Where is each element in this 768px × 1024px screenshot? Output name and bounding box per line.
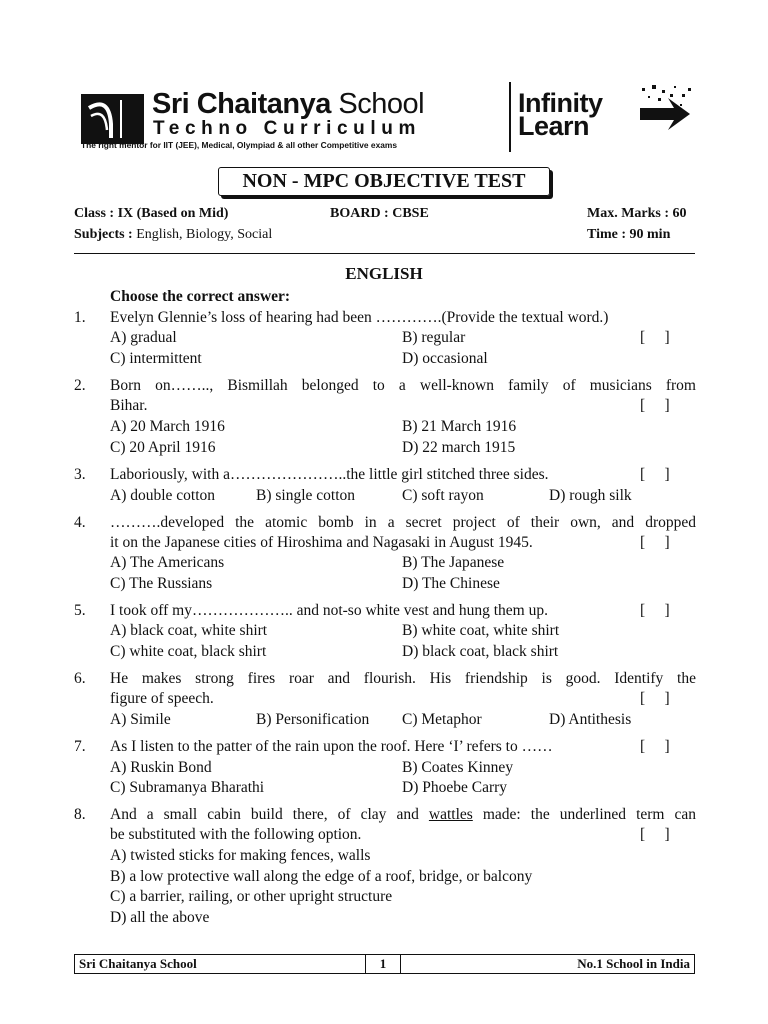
answer-bracket: [ ] <box>640 690 670 707</box>
instruction: Choose the correct answer: <box>110 288 291 305</box>
underlined-term: wattles <box>428 806 473 823</box>
option-d: D) Phoebe Carry <box>402 779 508 796</box>
option-d: D) 22 march 1915 <box>402 439 516 456</box>
answer-bracket: [ ] <box>640 397 670 414</box>
question-number: 1. <box>74 309 86 326</box>
footer-slogan: No.1 School in India <box>577 956 690 971</box>
answer-bracket: [ ] <box>640 466 670 483</box>
footer-school: Sri Chaitanya School <box>79 956 197 971</box>
option-c: C) a barrier, railing, or other upright structure <box>110 888 393 905</box>
question-stem: Born on…….., Bismillah belonged to a well-known family of musicians from <box>110 377 696 394</box>
option-b: B) Coates Kinney <box>402 759 514 776</box>
option-a: A) 20 March 1916 <box>110 418 225 435</box>
option-a: A) The Americans <box>110 554 225 571</box>
school-name: Sri Chaitanya School <box>152 88 425 120</box>
option-a: A) twisted sticks for making fences, walls <box>110 847 371 864</box>
option-a: A) gradual <box>110 329 177 346</box>
option-c: C) 20 April 1916 <box>110 439 216 456</box>
option-a: A) Ruskin Bond <box>110 759 212 776</box>
option-a: A) double cotton <box>110 487 216 504</box>
option-c: C) Metaphor <box>402 711 482 728</box>
question-number: 8. <box>74 806 86 823</box>
question-stem: Laboriously, with a…………………..the little girl stitched three sides. <box>110 466 549 483</box>
question-stem: Evelyn Glennie’s loss of hearing had been ………….(Provide the textual word.) <box>110 309 609 326</box>
answer-bracket: [ ] <box>640 534 670 551</box>
class-info: Class : IX (Based on Mid) <box>74 206 229 221</box>
question-stem-continued: figure of speech. <box>110 690 214 707</box>
question-stem-continued: it on the Japanese cities of Hiroshima and Nagasaki in August 1945. <box>110 534 533 551</box>
time-info: Time : 90 min <box>587 227 671 242</box>
question-stem: I took off my……………….. and not-so white vest and hung them up. <box>110 602 548 619</box>
question-number: 7. <box>74 738 86 755</box>
page-number: 1 <box>365 955 401 973</box>
question-number: 4. <box>74 514 86 531</box>
option-b: B) single cotton <box>256 487 356 504</box>
option-b: B) a low protective wall along the edge of a roof, bridge, or balcony <box>110 868 533 885</box>
option-b: B) The Japanese <box>402 554 505 571</box>
question-stem-continued: be substituted with the following option. <box>110 826 362 843</box>
option-b: B) 21 March 1916 <box>402 418 517 435</box>
board-info: BOARD : CBSE <box>330 206 429 221</box>
question-stem: And a small cabin build there, of clay and wattles made: the underlined term can <box>110 806 697 823</box>
option-d: D) all the above <box>110 909 210 926</box>
option-c: C) The Russians <box>110 575 213 592</box>
option-c: C) intermittent <box>110 350 202 367</box>
question-stem: ……….developed the atomic bomb in a secret project of their own, and dropped <box>110 514 696 531</box>
page-footer <box>74 954 695 974</box>
option-a: A) black coat, white shirt <box>110 622 268 639</box>
option-c: C) soft rayon <box>402 487 484 504</box>
test-title: NON - MPC OBJECTIVE TEST <box>218 167 550 196</box>
question-stem: He makes strong fires roar and flourish. His friendship is good. Identify the <box>110 670 696 687</box>
mentor-tagline: The right mentor for IIT (JEE), Medical, Olympiad & all other Competitive exams <box>81 140 397 150</box>
answer-bracket: [ ] <box>640 329 670 346</box>
question-number: 6. <box>74 670 86 687</box>
infinity-arrow-icon <box>632 82 696 142</box>
question-stem: As I listen to the patter of the rain upon the roof. Here ‘I’ refers to …… <box>110 738 553 755</box>
partner-logo: Infinity Learn <box>518 88 603 141</box>
option-b: B) regular <box>402 329 466 346</box>
question-number: 2. <box>74 377 86 394</box>
answer-bracket: [ ] <box>640 602 670 619</box>
header-rule <box>74 253 695 254</box>
option-c: C) Subramanya Bharathi <box>110 779 265 796</box>
answer-bracket: [ ] <box>640 826 670 843</box>
option-b: B) white coat, white shirt <box>402 622 560 639</box>
header-divider <box>509 82 511 152</box>
option-b: B) Personification <box>256 711 370 728</box>
question-number: 5. <box>74 602 86 619</box>
answer-bracket: [ ] <box>640 738 670 755</box>
option-d: D) occasional <box>402 350 488 367</box>
option-d: D) rough silk <box>549 487 632 504</box>
question-stem-continued: Bihar. <box>110 397 148 414</box>
option-d: D) The Chinese <box>402 575 500 592</box>
section-title: ENGLISH <box>345 264 423 283</box>
option-d: D) black coat, black shirt <box>402 643 559 660</box>
school-emblem-icon <box>81 94 144 144</box>
option-c: C) white coat, black shirt <box>110 643 267 660</box>
max-marks: Max. Marks : 60 <box>587 206 687 221</box>
option-d: D) Antithesis <box>549 711 632 728</box>
subjects-info: Subjects : English, Biology, Social <box>74 227 273 242</box>
question-number: 3. <box>74 466 86 483</box>
option-a: A) Simile <box>110 711 171 728</box>
curriculum-name: Techno Curriculum <box>153 118 421 139</box>
